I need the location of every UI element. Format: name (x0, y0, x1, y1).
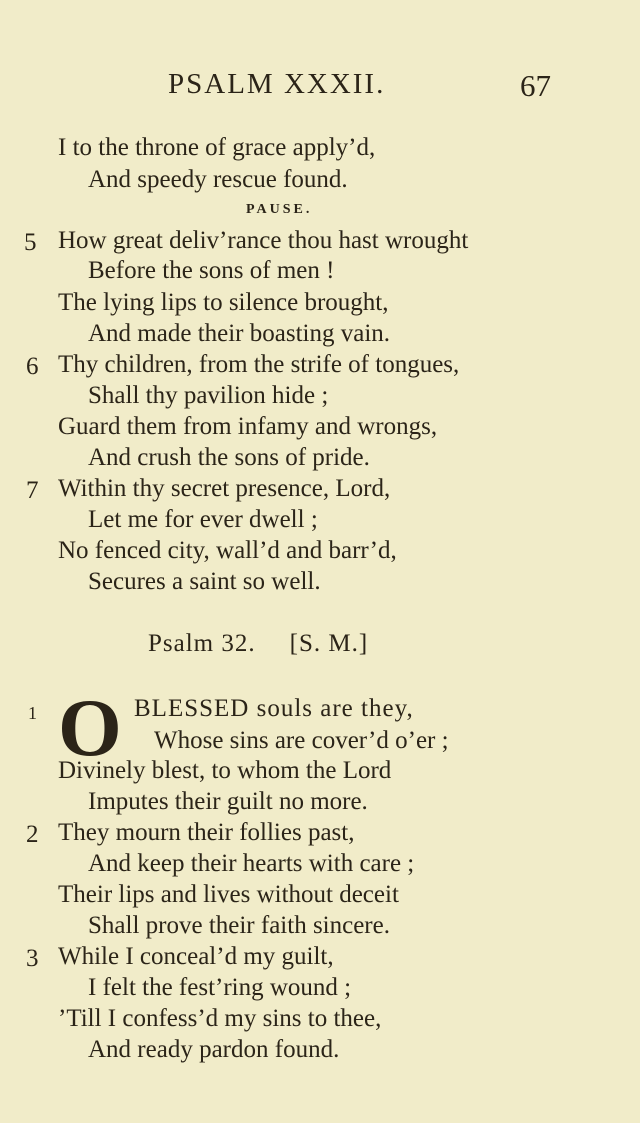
verse-line: I felt the fest’ring wound ; (88, 974, 352, 1001)
verse-line: And keep their hearts with care ; (88, 850, 415, 877)
psalm-meter: [S. M.] (289, 630, 369, 657)
page-header (0, 68, 640, 108)
verse-line: I to the throne of grace apply’d, (58, 134, 376, 161)
verse-number: 6 (26, 353, 39, 380)
verse-line: Divinely blest, to whom the Lord (58, 757, 392, 784)
verse-line: Within thy secret presence, Lord, (58, 475, 391, 502)
verse-line: ’Till I confess’d my sins to thee, (58, 1005, 382, 1032)
verse-line: Secures a saint so well. (88, 568, 321, 595)
verse-number: 5 (24, 229, 37, 256)
page-number: 67 (520, 68, 551, 103)
verse-number: 2 (26, 821, 39, 848)
verse-line: Before the sons of men ! (88, 257, 335, 284)
verse-number: 1 (28, 703, 37, 723)
drop-cap: O (58, 682, 122, 773)
verse-line: Imputes their guilt no more. (88, 788, 368, 815)
verse-line: Shall prove their faith sincere. (88, 912, 390, 939)
verse-line: Their lips and lives without deceit (58, 881, 399, 908)
verse-line: And ready pardon found. (88, 1036, 340, 1063)
verse-line: Whose sins are cover’d o’er ; (154, 727, 449, 754)
verse-line: Let me for ever dwell ; (88, 506, 318, 533)
verse-line: They mourn their follies past, (58, 819, 355, 846)
verse-line: And made their boasting vain. (88, 320, 391, 347)
pause-marker: PAUSE. (246, 202, 313, 217)
verse-line: BLESSED souls are they, (134, 695, 414, 722)
verse-line: No fenced city, wall’d and barr’d, (58, 537, 397, 564)
psalm-heading (148, 630, 368, 658)
verse-number: 7 (26, 477, 39, 504)
verse-line: How great deliv’rance thou hast wrought (58, 227, 469, 254)
verse-line: While I conceal’d my guilt, (58, 943, 334, 970)
verse-line: The lying lips to silence brought, (58, 289, 389, 316)
verse-line: Guard them from infamy and wrongs, (58, 413, 438, 440)
psalm-title: Psalm 32. (148, 630, 256, 657)
verse-line: Shall thy pavilion hide ; (88, 382, 329, 409)
verse-line: And crush the sons of pride. (88, 444, 370, 471)
verse-line: And speedy rescue found. (88, 166, 348, 193)
running-title: PSALM XXXII. (168, 68, 386, 100)
verse-line: Thy children, from the strife of tongues, (58, 351, 460, 378)
verse-number: 3 (26, 945, 39, 972)
